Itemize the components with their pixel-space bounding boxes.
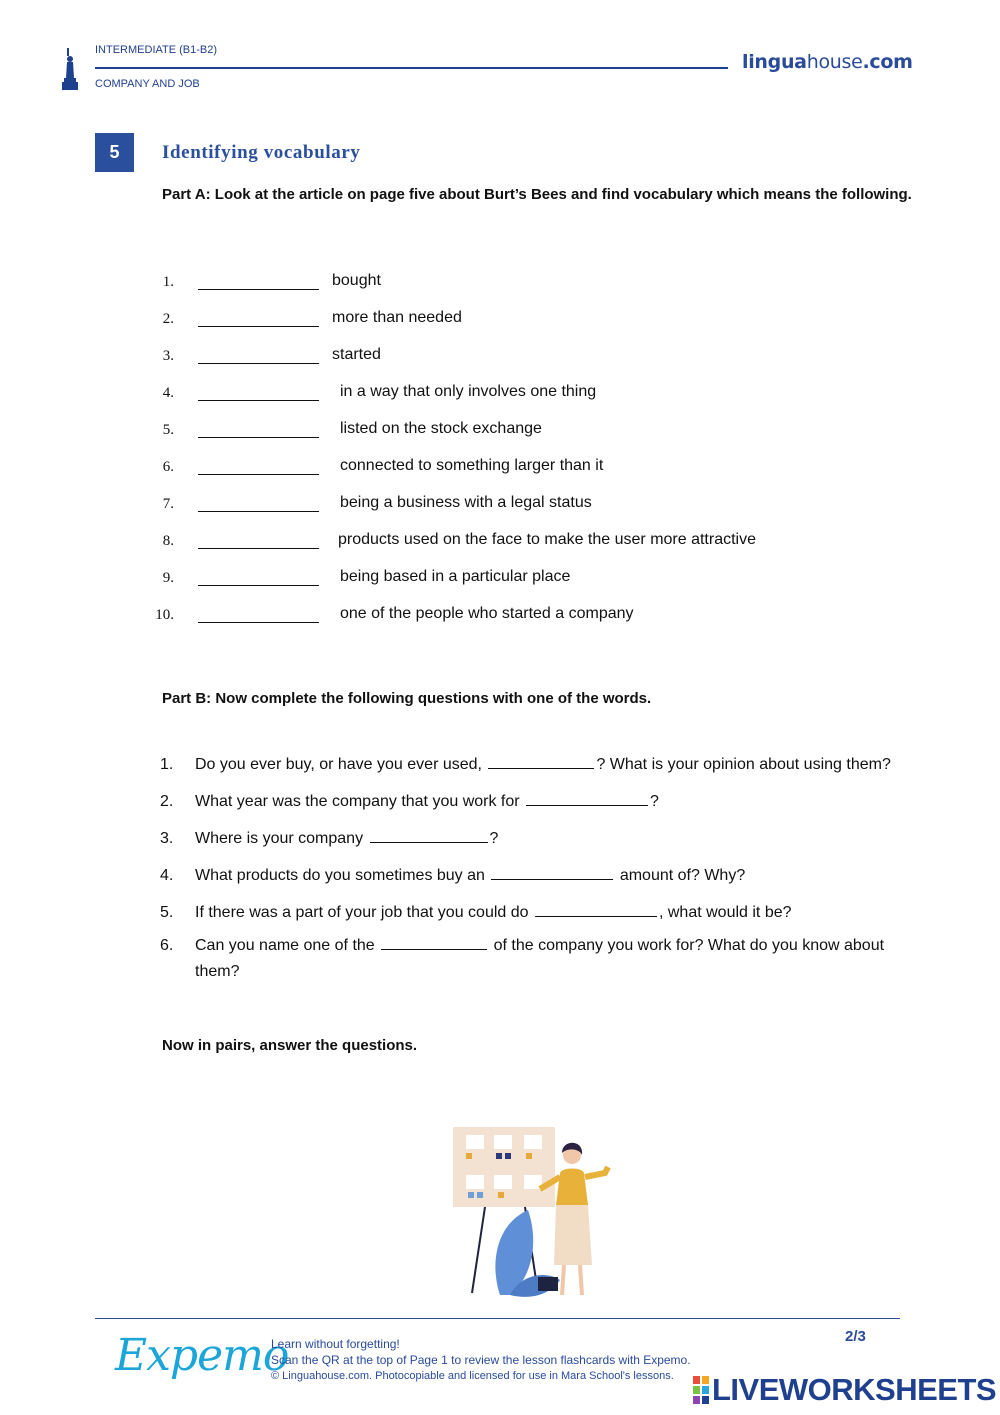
question-text: [195, 933, 905, 985]
pairs-instruction: Now in pairs, answer the questions.: [162, 1037, 418, 1054]
item-definition: in a way that only involves one thing: [340, 383, 597, 400]
answer-blank[interactable]: [198, 363, 319, 364]
item-definition: one of the people who started a company: [340, 605, 634, 622]
part-b-instruction: Part B: Now complete the following questions with one of the words.: [162, 690, 652, 707]
answer-blank[interactable]: [198, 289, 319, 290]
brand-part-2: house: [806, 51, 863, 73]
footer-line-2: Scan the QR at the top of Page 1 to review the lesson flashcards with Expemo.: [271, 1353, 691, 1367]
part-a-item: [150, 309, 930, 333]
question-number: 1.: [160, 756, 174, 773]
answer-blank[interactable]: [198, 511, 319, 512]
answer-blank[interactable]: [198, 622, 319, 623]
answer-blank[interactable]: [381, 934, 487, 950]
item-number: 3.: [162, 348, 174, 364]
question-text: [195, 752, 905, 778]
answer-blank[interactable]: [198, 437, 319, 438]
statue-of-liberty-icon: [62, 48, 78, 90]
question-number: 2.: [160, 793, 174, 810]
item-definition: products used on the face to make the user more attractive: [338, 531, 756, 548]
course-level: INTERMEDIATE (B1-B2): [95, 44, 218, 56]
footer-text: [271, 1336, 691, 1384]
item-definition: started: [332, 346, 381, 363]
question-number: 6.: [160, 937, 174, 954]
item-definition: listed on the stock exchange: [340, 420, 542, 437]
liveworksheets-logo[interactable]: LIVEWORKSHEETS: [712, 1372, 997, 1407]
course-topic: COMPANY AND JOB: [95, 78, 200, 90]
item-number: 1.: [162, 274, 174, 290]
answer-blank[interactable]: [526, 790, 648, 806]
question-before: Can you name one of the: [195, 937, 375, 954]
question-before: Where is your company: [195, 830, 364, 847]
question-text: [195, 826, 905, 852]
item-number: 6.: [162, 459, 174, 475]
page-number: 2/3: [845, 1328, 866, 1345]
liveworksheets-icon: [693, 1376, 709, 1404]
part-a-item: [150, 457, 930, 481]
footer-divider: [95, 1318, 900, 1319]
part-a-item: [150, 272, 930, 296]
footer-line-3: © Linguahouse.com. Photocopiable and licensed for use in Mara School's lessons.: [271, 1370, 674, 1382]
section-title: Identifying vocabulary: [162, 142, 361, 163]
question-after: ? What is your opinion about using them?: [596, 756, 891, 773]
presenter-illustration: [450, 1115, 625, 1305]
answer-blank[interactable]: [535, 901, 657, 917]
item-number: 4.: [162, 385, 174, 401]
question-text: [195, 863, 905, 889]
item-definition: being a business with a legal status: [340, 494, 592, 511]
answer-blank[interactable]: [198, 326, 319, 327]
question-text: [195, 789, 905, 815]
brand-part-3: .com: [862, 51, 913, 73]
expemo-logo[interactable]: Expemo: [115, 1330, 289, 1381]
header-divider: [95, 67, 728, 69]
answer-blank[interactable]: [370, 827, 488, 843]
linguahouse-logo[interactable]: [742, 51, 913, 73]
part-a-item: [150, 346, 930, 370]
item-definition: bought: [332, 272, 381, 289]
part-a-item: [150, 568, 930, 592]
question-after: ?: [489, 830, 499, 847]
item-number: 10.: [155, 607, 174, 623]
section-number-badge: 5: [95, 133, 134, 172]
brand-part-1: lingua: [742, 51, 807, 73]
question-before: Do you ever buy, or have you ever used,: [195, 756, 482, 773]
part-a-instruction: Part A: Look at the article on page five about Burt’s Bees and find vocabulary which means the following.: [162, 186, 912, 203]
question-after: amount of? Why?: [619, 867, 746, 884]
item-number: 8.: [162, 533, 174, 549]
question-number: 5.: [160, 904, 174, 921]
item-number: 2.: [162, 311, 174, 327]
part-a-item: [150, 494, 930, 518]
question-after: , what would it be?: [658, 904, 792, 921]
answer-blank[interactable]: [198, 585, 319, 586]
question-before: What year was the company that you work for: [195, 793, 520, 810]
answer-blank[interactable]: [488, 753, 594, 769]
question-text: [195, 900, 905, 926]
footer-line-1: Learn without forgetting!: [271, 1337, 400, 1351]
question-before: What products do you sometimes buy an: [195, 867, 485, 884]
question-number: 4.: [160, 867, 174, 884]
item-definition: more than needed: [332, 309, 462, 326]
question-before: If there was a part of your job that you could do: [195, 904, 529, 921]
answer-blank[interactable]: [491, 864, 613, 880]
question-after: ?: [650, 793, 659, 810]
item-definition: connected to something larger than it: [340, 457, 604, 474]
item-definition: being based in a particular place: [340, 568, 571, 585]
item-number: 9.: [162, 570, 174, 586]
question-number: 3.: [160, 830, 174, 847]
item-number: 7.: [162, 496, 174, 512]
question-after: of the company you work for? What do you know about them?: [195, 937, 885, 980]
part-a-item: [150, 383, 930, 407]
answer-blank[interactable]: [198, 400, 319, 401]
part-a-item: [150, 531, 930, 555]
part-a-item: [150, 420, 930, 444]
answer-blank[interactable]: [198, 548, 319, 549]
item-number: 5.: [162, 422, 174, 438]
answer-blank[interactable]: [198, 474, 319, 475]
part-a-item: [150, 605, 930, 629]
